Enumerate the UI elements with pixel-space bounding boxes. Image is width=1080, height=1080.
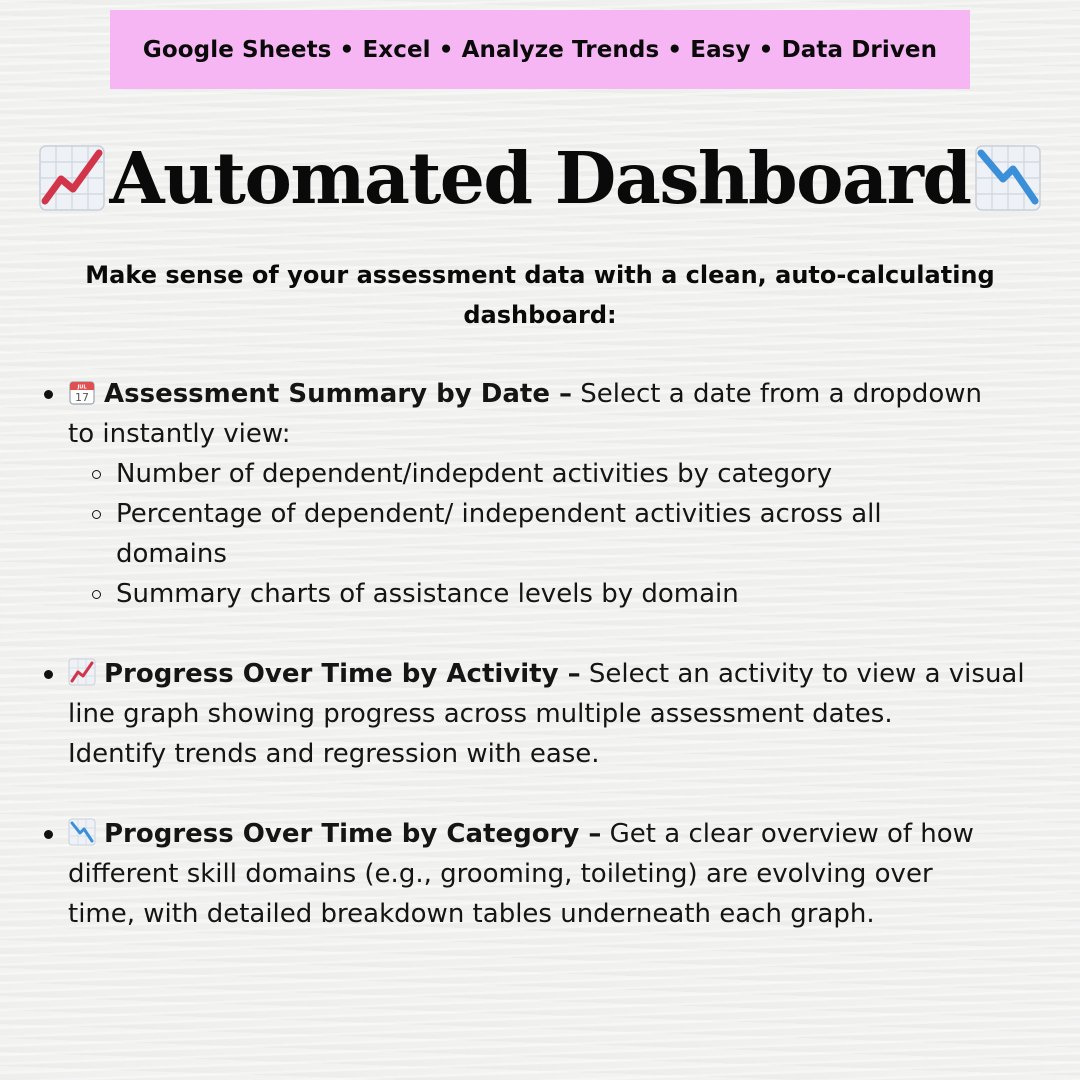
chart-decreasing-icon bbox=[973, 143, 1043, 213]
feature-body-continued: to instantly view: bbox=[68, 419, 291, 449]
bullet-dot bbox=[44, 670, 53, 679]
sub-item-text: Number of dependent/indepdent activities by category bbox=[116, 459, 833, 489]
sub-bullet bbox=[92, 590, 101, 599]
bullet-dot bbox=[44, 390, 53, 399]
feature-body: Select an activity to view a visual bbox=[580, 659, 1025, 689]
title-text: Automated Dashboard bbox=[109, 136, 971, 220]
feature-item bbox=[68, 374, 1058, 454]
chart-increasing-icon bbox=[37, 143, 107, 213]
sub-bullet bbox=[92, 470, 101, 479]
bullet-dot bbox=[44, 830, 53, 839]
page-title bbox=[0, 128, 1080, 228]
sub-item-text-continued: domains bbox=[116, 539, 227, 569]
sub-item-text: Percentage of dependent/ independent activities across all bbox=[116, 499, 882, 529]
tagline-text: Google Sheets • Excel • Analyze Trends • Easy • Data Driven bbox=[142, 36, 938, 63]
intro-text: Make sense of your assessment data with a clean, auto-calculating dashboard: bbox=[85, 261, 995, 329]
sub-list-item bbox=[116, 574, 1016, 614]
feature-item bbox=[68, 654, 1058, 774]
sub-item-text: Summary charts of assistance levels by domain bbox=[116, 579, 739, 609]
feature-body-line3: Identify trends and regression with ease. bbox=[68, 739, 600, 769]
calendar-icon bbox=[68, 378, 96, 406]
feature-body-line3: time, with detailed breakdown tables underneath each graph. bbox=[68, 899, 875, 929]
chart-increasing-icon bbox=[68, 658, 96, 686]
feature-item bbox=[68, 814, 1058, 934]
svg-text:17: 17 bbox=[75, 391, 89, 404]
feature-body: Select a date from a dropdown bbox=[572, 379, 982, 409]
feature-body-line2: different skill domains (e.g., grooming, toileting) are evolving over bbox=[68, 859, 933, 889]
feature-heading: Progress Over Time by Category – bbox=[104, 819, 602, 849]
chart-decreasing-icon bbox=[68, 818, 96, 846]
svg-text:JUL: JUL bbox=[77, 384, 87, 391]
feature-heading: Assessment Summary by Date – bbox=[104, 379, 573, 409]
sub-list-item bbox=[116, 494, 1016, 574]
feature-heading: Progress Over Time by Activity – bbox=[104, 659, 581, 689]
feature-body-line2: line graph showing progress across multiple assessment dates. bbox=[68, 699, 893, 729]
feature-body: Get a clear overview of how bbox=[601, 819, 974, 849]
sub-bullet bbox=[92, 510, 101, 519]
sub-list-item bbox=[116, 454, 1016, 494]
tagline-banner bbox=[110, 10, 970, 89]
